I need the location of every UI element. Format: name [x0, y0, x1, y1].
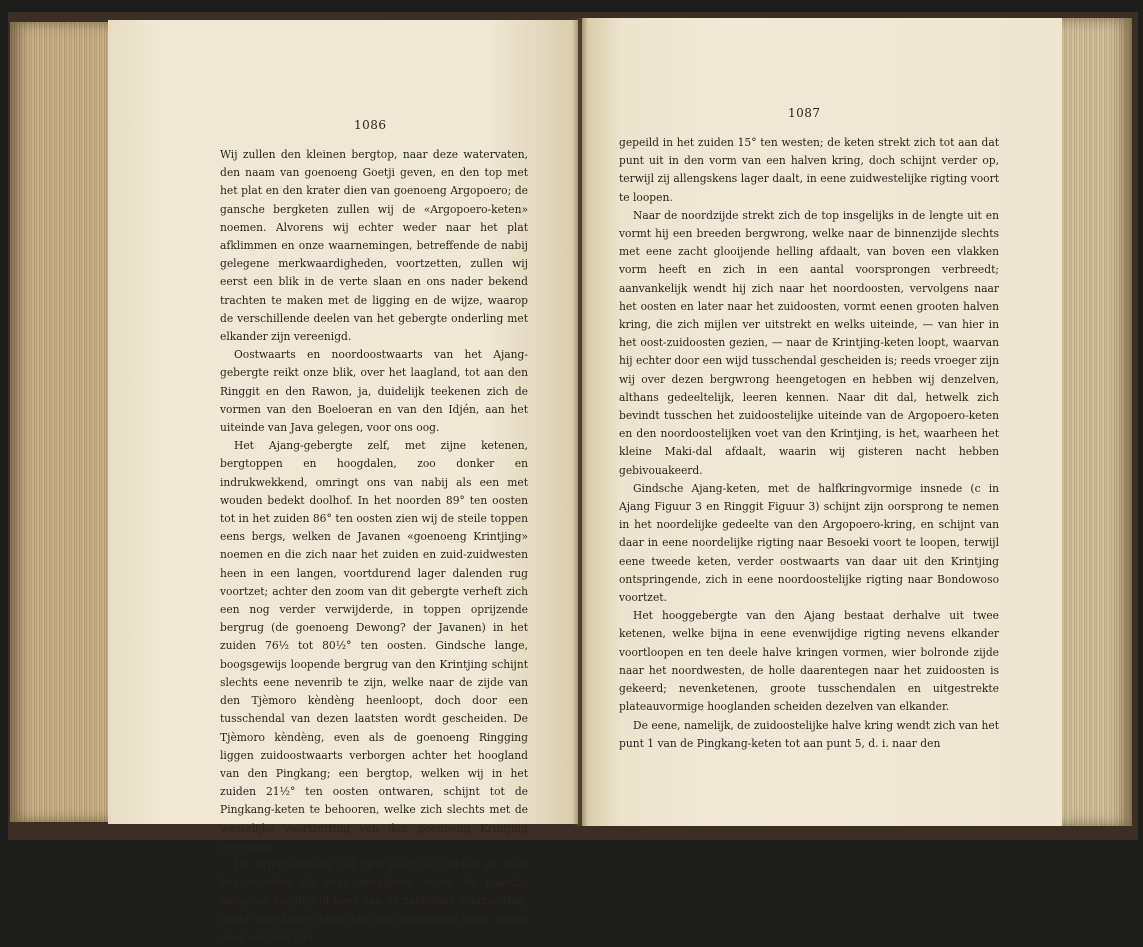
paragraph: Naar de noordzijde strekt zich de top insgelijks in de lengte uit en vormt hij een breeden bergwrong, welke naar de binnenzijde slechts met eene zacht glooijende helling afdaalt, van boven een vlakken vorm heeft en zich in een aantal voorsprongen verbreedt; aanvankelijk wendt hij zich naar het noordoosten, vervolgens naar het oosten en later naar het zuidoosten, vormt eenen grooten halven kring, die zich mijlen ver uitstrekt en welks uiteinde, — van hier in het oost-zuidoosten gezien, — naar de Krintjing-keten loopt, waarvan hij echter door een wijd tusschendal gescheiden is; reeds vroeger zijn wij over dezen bergwrong heengetogen en hebben wij denzelven, althans gedeeltelijk, leeren kennen. Naar dit dal, hetwelk zich bevindt tusschen het zuidoostelijke uiteinde van de Argopoero-keten en den noordoostelijken voet van den Krintjing, is het, waarheen het kleine Maki-dal afdaalt, waarin wij gisteren nacht hebben gebivouakeerd.: [619, 208, 999, 477]
right-page: [582, 18, 1062, 826]
left-page: [108, 20, 578, 944]
right-page-text: [619, 134, 999, 753]
left-page-text: [220, 146, 528, 947]
paragraph: Wij zullen den kleinen bergtop, naar deze watervaten, den naam van goenoeng Goetji geven, en den top met het plat en den krater dien van goenoeng Argopoero; de gansche bergketen zullen wij de «Argopoero-keten» noemen. Alvorens wij echter weder naar het plat afklimmen en onze waarnemingen, betreffende de nabij gelegene merkwaardigheden, voortzetten, zullen wij eerst een blik in de verte slaan en ons nader bekend trachten te maken met de ligging en de wijze, waarop de verschillende deelen van het gebergte onderling met elkander zijn vereenigd.: [220, 148, 528, 344]
paragraph: Het Ajang-gebergte zelf, met zijne ketenen, bergtoppen en hoogdalen, zoo donker en indrukwekkend, omringt ons van nabij als een met wouden bedekt doolhof. In het noorden 89° ten oosten tot in het zuiden 86° ten oosten zien wij de steile toppen eens bergs, welken de Javanen «goenoeng Krintjing» noemen en die zich naar het zuiden en zuid-zuidwesten heen in een langen, voortdurend lager dalenden rug voortzet; achter den zoom van dit gebergte verheft zich een nog verder verwijderde, in toppen oprijzende bergrug (de goenoeng Dewong? der Javanen) in het zuiden 76½ tot 80½° ten oosten. Gindsche lange, boogsgewijs loopende bergrug van den Krintjing schijnt slechts eene nevenrib te zijn, welke naar de zijde van den Tjèmoro kèndèng heenloopt, doch door een tusschendal van dezen laatsten wordt gescheiden. De Tjèmoro kèndèng, even als de goenoeng Ringging liggen zuidoostwaarts verborgen achter het hoogland van den Pingkang; een bergtop, welken wij in het zuiden 21½° ten oosten ontwaren, schijnt tot de Pingkang-keten te behooren, welke zich slechts met de westelijke voortzetting van den goenoeng Krintjing vereenigt.: [220, 439, 528, 853]
page-number-left: 1086: [354, 118, 387, 132]
paragraph: gepeild in het zuiden 15° ten westen; de keten strekt zich tot aan dat punt uit in den vorm van een halven kring, doch schijnt verder op, terwijl zij allengskens lager daalt, in eene zuidwestelijke rigting voort te loopen.: [619, 136, 999, 204]
paragraph: De Argopoero-top zet zich naar het zuiden en naar het noorden als eene bergketen voort; de naastbij gelegene bergtop of hoek van de zuidelijke voortzetting, welke veel lager daalt dan zijn noordelijke hoek, wordt door ons van hier: [220, 857, 528, 944]
page-edges-right: [1060, 18, 1132, 826]
paragraph: Gindsche Ajang-keten, met de halfkringvormige insnede (c in Ajang Figuur 3 en Ringgit Figuur 3) schijnt zijn oorsprong te nemen in het noordelijke gedeelte van den Argopoero-kring, en schijnt van daar in eene noordelijke rigting naar Besoeki voort te loopen, terwijl eene tweede keten, verder oostwaarts van daar uit den Krintjing ontspringende, zich in eene noordoostelijke rigting naar Bondowoso voortzet.: [619, 481, 999, 605]
book-gutter: [572, 18, 588, 826]
page-number-right: 1087: [788, 106, 821, 120]
paragraph: Het hooggebergte van den Ajang bestaat derhalve uit twee ketenen, welke bijna in eene evenwijdige rigting nevens elkander voortloopen en ten deele halve kringen vormen, wier bolronde zijde naar het noordwesten, de holle daarentegen naar het zuidoosten is gekeerd; nevenketenen, groote tusschendalen en uitgestrekte plateauvormige hooglanden scheiden dezelven van elkander.: [619, 609, 999, 714]
paragraph: De eene, namelijk, de zuidoostelijke halve kring wendt zich van het punt 1 van de Pingkang-keten tot aan punt 5, d. i. naar den: [619, 718, 999, 750]
paragraph: Oostwaarts en noordoostwaarts van het Ajang-gebergte reikt onze blik, over het laagland, tot aan den Ringgit en den Rawon, ja, duidelijk teekenen zich de vormen van den Boeloeran en van den Idjén, aan het uiteinde van Java gelegen, voor ons oog.: [220, 348, 528, 435]
page-edges-left: [10, 22, 110, 822]
